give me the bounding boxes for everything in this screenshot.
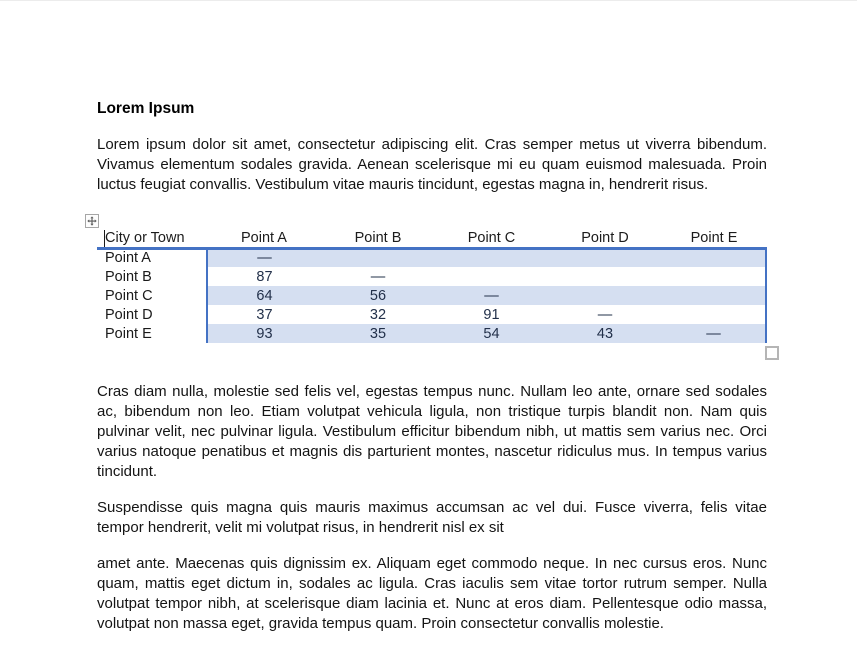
table-cell[interactable] [548,267,662,286]
table-cell[interactable]: 37 [207,305,321,324]
table-cell[interactable] [435,248,548,267]
table-cell[interactable]: — [597,306,613,323]
table-row [97,248,766,267]
table-row [97,324,766,343]
table-cell[interactable] [662,305,766,324]
row-label-cell[interactable]: Point D [97,305,207,324]
table-cell[interactable]: 56 [321,286,435,305]
table-cell[interactable]: 87 [207,267,321,286]
table-move-handle[interactable] [85,214,99,228]
table-cell[interactable]: — [370,268,386,285]
table-cell[interactable] [662,248,766,267]
paragraph-2[interactable]: Cras diam nulla, molestie sed felis vel, egestas tempus nunc. Nullam leo ante, ornare sed sodales ac, bibendum non leo. Etiam volutpat vehicula ligula, non tristique turpis blandit non. Nam quis pulvinar velit, nec pulvinar ligula. Vestibulum efficitur bibendum nibh, ut mattis sem varius nec. Orci varius natoque penatibus et magnis dis parturient montes, nascetur ridiculus mus. In tempus varius tincidunt. [97,383,767,480]
table-cell[interactable]: 93 [207,324,321,343]
move-arrows-icon [87,216,97,226]
table-cell[interactable]: 32 [369,306,387,323]
table-resize-handle[interactable] [765,346,779,360]
table-header-cell[interactable]: Point A [207,229,321,248]
table-cell[interactable]: 43 [548,324,662,343]
table-cell[interactable]: — [207,248,321,267]
table-cell[interactable] [548,248,662,267]
table-header-row [97,229,766,248]
table-row [97,286,766,305]
paragraph-3[interactable]: Suspendisse quis magna quis mauris maximus accumsan ac vel dui. Fusce viverra, felis vitae tempor hendrerit, velit mi volutpat risus, in hendrerit nisl ex sit [97,499,767,536]
table-cell[interactable] [662,267,766,286]
table-cell[interactable] [662,286,766,305]
distance-table [97,229,767,343]
table-cell[interactable] [548,286,662,305]
table-cell[interactable]: — [662,324,766,343]
table-header-cell[interactable]: Point D [548,229,662,248]
table-header-cell[interactable]: Point B [321,229,435,248]
table-cell[interactable]: 64 [207,286,321,305]
table-cell[interactable]: 54 [435,324,548,343]
table-row [97,305,766,324]
row-label-cell[interactable]: Point E [97,324,207,343]
table-header-cell[interactable]: Point C [435,229,548,248]
table-cell[interactable] [321,248,435,267]
paragraph-1[interactable]: Lorem ipsum dolor sit amet, consectetur adipiscing elit. Cras semper metus ut viverra bibendum. Vivamus elementum sodales gravida. Aenean scelerisque mi eu quam euismod malesuada. Proin luctus feugiat convallis. Vestibulum vitae mauris tincidunt, egestas magna in, hendrerit risus. [97,136,767,193]
paragraph-4[interactable]: amet ante. Maecenas quis dignissim ex. Aliquam eget commodo neque. In nec cursus eros. Nunc quam, mattis eget dictum in, sodales ac ligula. Cras iaculis sem vitae tortor rutrum semper. Nulla volutpat tempor nibh, at scelerisque diam lacinia et. Nunc at eros diam. Pellentesque odio massa, volutpat non massa eget, gravida tempus quam. Proin consectetur convallis molestie. [97,555,767,632]
row-label-cell[interactable]: Point A [97,248,207,267]
table-header-cell[interactable]: Point E [662,229,766,248]
table-header-cell[interactable]: City or Town [97,229,207,248]
table-cell[interactable]: 91 [483,306,500,323]
table-cell[interactable] [435,267,548,286]
table-cell[interactable]: — [435,286,548,305]
table-cell[interactable]: 35 [321,324,435,343]
row-label-cell[interactable]: Point C [97,286,207,305]
document-heading[interactable]: Lorem Ipsum [97,100,195,117]
table-row [97,267,766,286]
row-label-cell[interactable]: Point B [97,267,207,286]
